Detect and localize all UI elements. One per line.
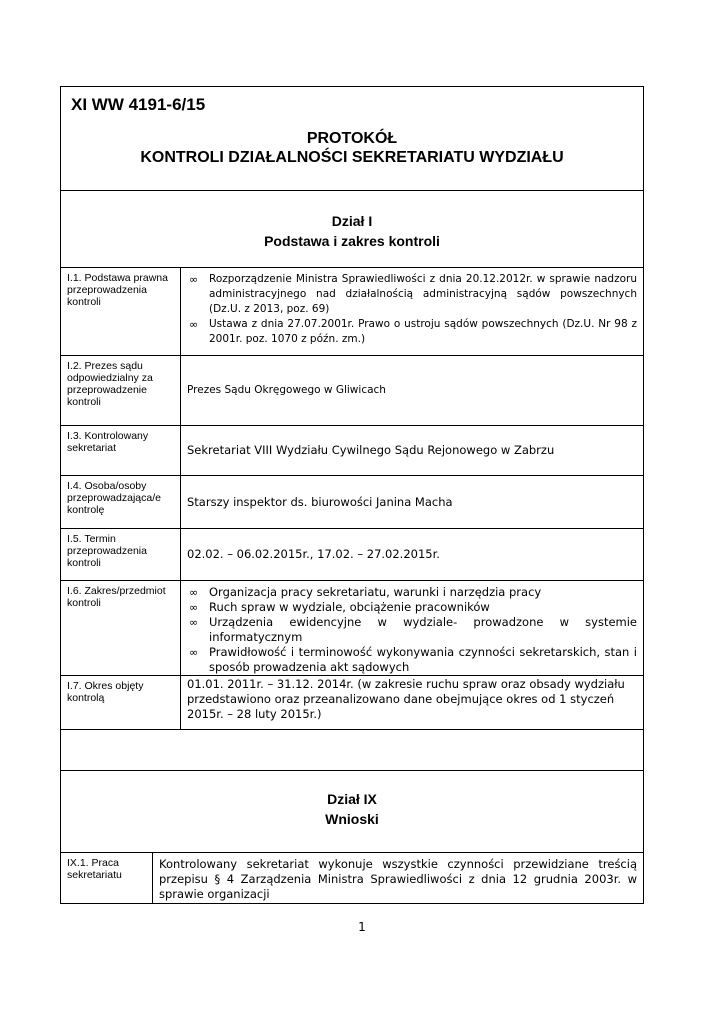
- row-label: I.4. Osoba/osoby przeprowadzająca/e kontrolę: [61, 476, 181, 528]
- row-value: 02.02. – 06.02.2015r., 17.02. – 27.02.2015r.: [187, 547, 440, 561]
- title-line-2: KONTROLI DZIAŁALNOŚCI SEKRETARIATU WYDZIAŁU: [140, 149, 564, 166]
- infinity-bullet-icon: ∞: [189, 586, 199, 599]
- row-secretariat-work: [61, 853, 643, 903]
- protocol-table: [60, 86, 644, 904]
- row-value: Sekretariat VIII Wydziału Cywilnego Sądu Rejonowego w Zabrzu: [187, 443, 555, 457]
- list-item: ∞ Rozporządzenie Ministra Sprawiedliwości z dnia 20.12.2012r. w sprawie nadzoru administracyjnego nad działalnością administracyjną sądów powszechnych (Dz.U. z 2013, poz. 69): [189, 273, 637, 315]
- row-label: I.3. Kontrolowany sekretariat: [61, 426, 181, 475]
- row-value: [181, 268, 643, 355]
- row-controlled-secretariat: [61, 426, 643, 476]
- list-item: ∞ Ruch spraw w wydziale, obciążenie pracowników: [189, 600, 490, 614]
- document-title: [61, 129, 643, 167]
- section-1-subtitle: Podstawa i zakres kontroli: [264, 233, 440, 249]
- infinity-bullet-icon: ∞: [189, 601, 199, 614]
- list-item: ∞ Prawidłowość i terminowość wykonywania czynności sekretarskich, stan i sposób prowadzenia akt sądowych: [189, 645, 637, 674]
- row-label: IX.1. Praca sekretariatu: [61, 853, 153, 903]
- row-covered-period: [61, 676, 643, 730]
- title-line-1: PROTOKÓŁ: [306, 130, 398, 147]
- list-item: ∞ Organizacja pracy sekretariatu, warunki i narzędzia pracy: [189, 585, 542, 599]
- case-number: XI WW 4191-6/15: [71, 95, 206, 114]
- list-item: ∞ Ustawa z dnia 27.07.2001r. Prawo o ustroju sądów powszechnych (Dz.U. Nr 98 z 2001r. poz. 1070 z późn. zm.): [189, 318, 637, 345]
- empty-spacer-row: [61, 730, 643, 771]
- infinity-bullet-icon: ∞: [189, 273, 199, 286]
- section-1-title: Dział I: [331, 213, 373, 229]
- section-9-title: Dział IX: [327, 791, 377, 807]
- section-9-subtitle: Wnioski: [325, 811, 379, 827]
- row-legal-basis: [61, 268, 643, 356]
- row-inspector: [61, 476, 643, 529]
- row-control-dates: [61, 529, 643, 581]
- row-label: I.5. Termin przeprowadzenia kontroli: [61, 529, 181, 580]
- infinity-bullet-icon: ∞: [189, 646, 199, 659]
- header-block: [61, 87, 643, 191]
- row-label: I.1. Podstawa prawna przeprowadzenia kontroli: [61, 268, 181, 355]
- row-value: Prezes Sądu Okręgowego w Gliwicach: [187, 384, 386, 396]
- row-label: I.7. Okres objęty kontrolą: [61, 676, 181, 729]
- row-label: I.2. Prezes sądu odpowiedzialny za przeprowadzenie kontroli: [61, 356, 181, 425]
- row-responsible-president: [61, 356, 643, 426]
- row-value: [181, 581, 643, 675]
- infinity-bullet-icon: ∞: [189, 616, 199, 629]
- row-value: Starszy inspektor ds. biurowości Janina Macha: [187, 494, 453, 509]
- row-value: 01.01. 2011r. – 31.12. 2014r. (w zakresie ruchu spraw oraz obsady wydziału przedstawiono oraz przeanalizowano dane obejmujące okres od 1 styczeń 2015r. – 28 luty 2015r.): [187, 677, 625, 721]
- infinity-bullet-icon: ∞: [189, 318, 199, 331]
- row-value: Kontrolowany sekretariat wykonuje wszystkie czynności przewidziane treścią przepisu § 4 Zarządzenia Ministra Sprawiedliwości z dnia 12 grudnia 2003r. w sprawie organizacji: [159, 857, 637, 901]
- section-1-heading: [61, 191, 643, 268]
- scope-list: [187, 585, 637, 675]
- legal-basis-list: [187, 272, 637, 347]
- row-control-scope: [61, 581, 643, 676]
- row-label: I.6. Zakres/przedmiot kontroli: [61, 581, 181, 675]
- section-9-heading: [61, 771, 643, 853]
- list-item: ∞ Urządzenia ewidencyjne w wydziale- prowadzone w systemie informatycznym: [189, 615, 637, 644]
- page-number: 1: [358, 920, 366, 934]
